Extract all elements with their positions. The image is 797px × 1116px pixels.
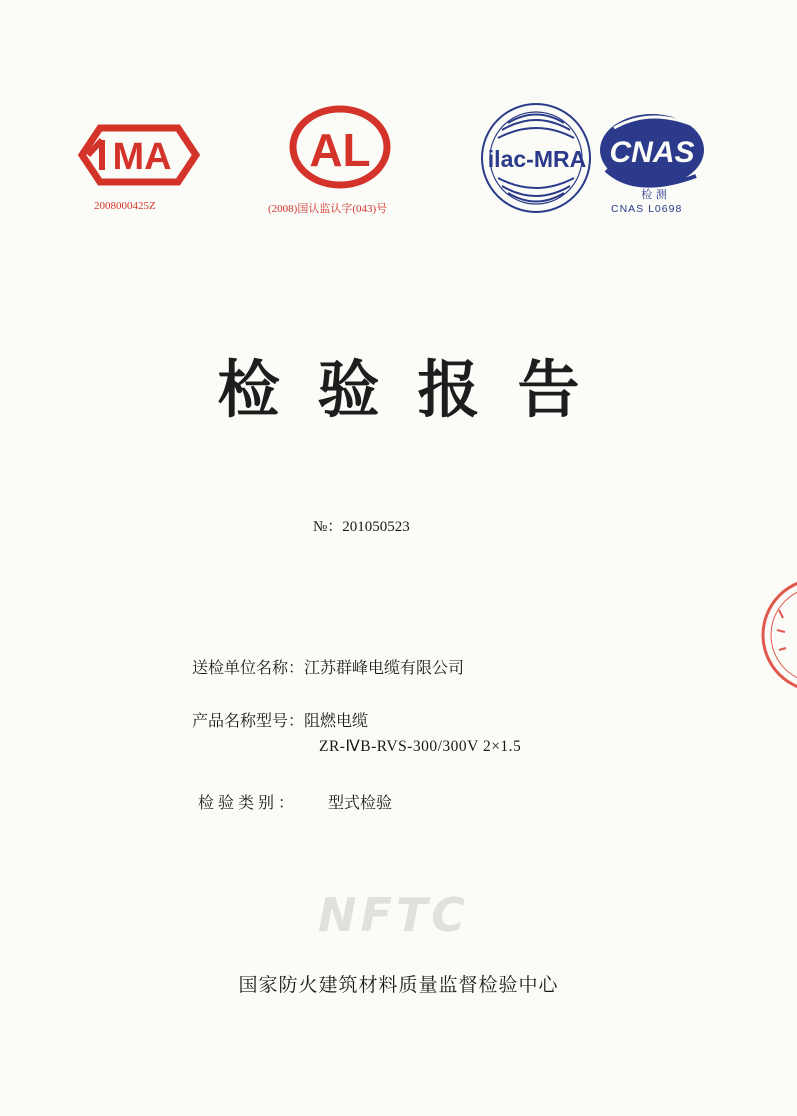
client-label: 送检单位名称：: [192, 658, 305, 677]
cnas-sub-text: 检 测: [641, 188, 667, 201]
cma-code: 2008000425Z: [94, 200, 156, 212]
red-seal: [759, 570, 797, 704]
document-title: 检验报告: [217, 353, 618, 426]
cnas-logo-text: CNAS: [609, 136, 695, 169]
product-label: 产品名称型号：: [192, 711, 305, 730]
product-model: ZR-ⅣB-RVS-300/300V 2×1.5: [319, 738, 522, 755]
ilac-mra-text: ilac-MRA: [487, 146, 587, 172]
type-value: 型式检验: [328, 793, 393, 812]
cal-logo: [288, 104, 392, 190]
product-row: [192, 708, 368, 731]
cma-logo: [78, 124, 200, 186]
nftc-watermark: NFTC: [318, 888, 470, 942]
report-number: №：201050523: [313, 519, 410, 535]
client-row: [192, 655, 464, 678]
cal-logo-text: AL: [309, 124, 371, 176]
cnas-logo: [596, 106, 714, 202]
product-value: 阻燃电缆: [304, 711, 369, 730]
cnas-code: CNAS L0698: [611, 203, 683, 215]
type-label: 检验类别：: [198, 793, 299, 812]
type-row: [198, 790, 392, 813]
cma-logo-text: MA: [112, 136, 172, 178]
ilac-mra-logo: [478, 98, 596, 218]
client-value: 江苏群峰电缆有限公司: [304, 658, 465, 677]
issuer-name: 国家防火建筑材料质量监督检验中心: [238, 974, 559, 996]
cal-code: (2008)国认监认字(043)号: [268, 203, 388, 215]
